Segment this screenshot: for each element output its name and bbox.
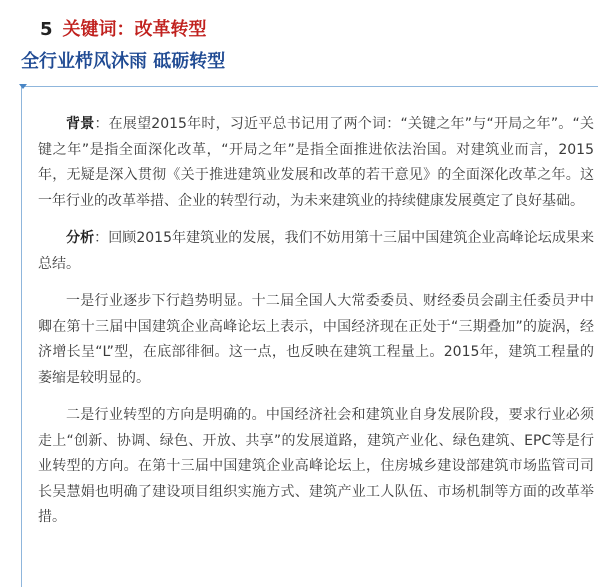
article-body [38, 112, 594, 543]
paragraph-point-two: 二是行业转型的方向是明确的。中国经济社会和建筑业自身发展阶段，要求行业必须走上“创新、协调、绿色、开放、共享”的发展道路，建筑产业化、绿色建筑、EPC等是行业转型的方向。在第十三届中国建筑企业高峰论坛上，住房城乡建设部建筑市场监管司司长吴慧娟也明确了建设项目组织实施方式、建筑产业工人队伍、市场机制等方面的改革举措。 [38, 407, 594, 525]
analysis-lead: 分析 [66, 230, 95, 246]
section-subtitle: 全行业栉风沐雨 砥砺转型 [21, 51, 226, 72]
paragraph-background [38, 112, 594, 214]
section-number: 5 [40, 19, 53, 40]
frame-corner-marker [19, 84, 27, 89]
section-keyword: 关键词：改革转型 [62, 19, 207, 40]
paragraph-analysis [38, 226, 594, 277]
background-lead: 背景 [66, 116, 95, 132]
background-text: ：在展望2015年时，习近平总书记用了两个词：“关键之年”与“开局之年”。“关键之年”是指全面深化改革，“开局之年”是指全面推进依法治国。对建筑业而言，2015年，无疑是深入贯彻《关于推进建筑业发展和改革的若干意见》的全面深化改革之年。这一年行业的改革举措、企业的转型行动，为未来建筑业的持续健康发展奠定了良好基础。 [38, 116, 594, 209]
paragraph-point-one: 一是行业逐步下行趋势明显。十二届全国人大常委委员、财经委员会副主任委员尹中卿在第十三届中国建筑企业高峰论坛上表示，中国经济现在正处于“三期叠加”的旋涡，经济增长呈“L”型，在底部徘徊。这一点，也反映在建筑工程量上。2015年，建筑工程量的萎缩是较明显的。 [38, 293, 594, 386]
section-heading [40, 18, 207, 42]
analysis-text: ：回顾2015年建筑业的发展，我们不妨用第十三届中国建筑企业高峰论坛成果来总结。 [38, 230, 594, 272]
